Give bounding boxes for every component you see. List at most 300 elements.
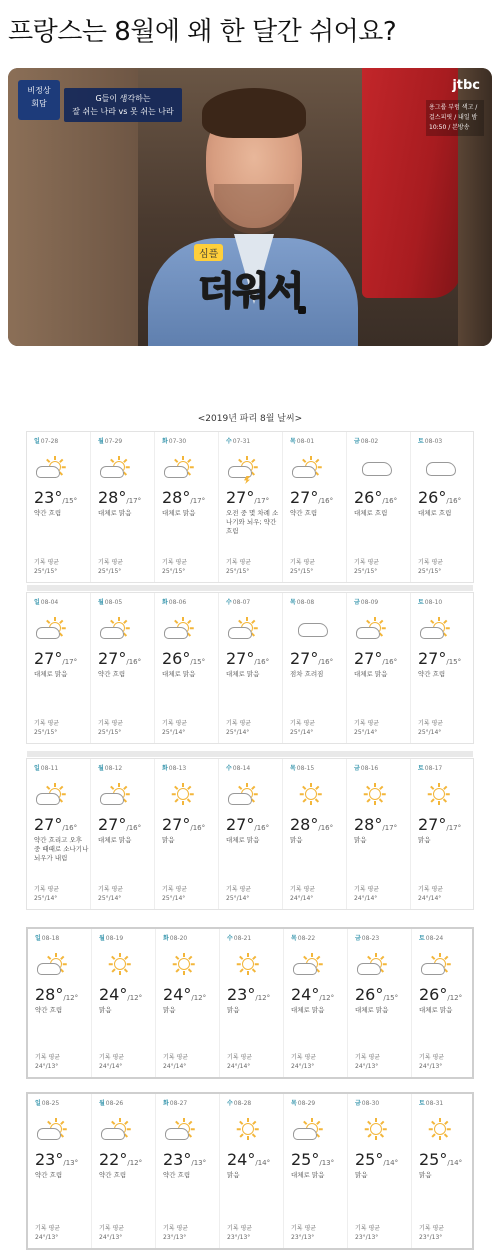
day-cell: [284, 1094, 348, 1248]
average-value: 24°/14°: [227, 1063, 251, 1070]
sun-icon: [227, 1112, 271, 1148]
partly-cloudy-icon: [291, 1112, 335, 1148]
day-cell: [283, 432, 347, 582]
day-of-week: 목: [291, 935, 297, 942]
day-date: [226, 597, 282, 607]
average-label: 기록 평균: [99, 1225, 125, 1232]
day-of-week: 수: [227, 935, 233, 942]
low-temp: /17°: [62, 658, 78, 666]
date-text: 08-17: [424, 765, 443, 772]
day-date: [354, 597, 410, 607]
low-temp: /16°: [318, 824, 334, 832]
high-temp: 27°: [226, 649, 255, 668]
partly-cloudy-icon: [99, 1112, 143, 1148]
day-date: [227, 933, 283, 943]
day-date: [163, 1098, 219, 1108]
day-cell: [347, 432, 411, 582]
high-temp: 27°: [226, 815, 255, 834]
low-temp: /16°: [190, 824, 206, 832]
high-temp: 24°: [99, 985, 128, 1004]
forecast-description: 약간 흐림: [163, 1171, 191, 1179]
forecast-description: 맑음: [163, 1006, 176, 1014]
temperature: [418, 649, 475, 667]
day-cell: [347, 759, 411, 909]
forecast-description: 대체로 맑음: [226, 836, 260, 844]
average-label: 기록 평균: [291, 1225, 317, 1232]
day-of-week: 월: [98, 765, 104, 772]
temperature: [290, 649, 346, 667]
average-label: 기록 평균: [162, 559, 188, 566]
low-temp: /12°: [127, 994, 143, 1002]
forecast-description: 대체로 맑음: [419, 1006, 453, 1014]
day-cell: [27, 593, 91, 743]
temperature: [162, 488, 218, 506]
day-cell: [411, 432, 475, 582]
day-of-week: 일: [35, 1100, 41, 1107]
day-of-week: 목: [291, 1100, 297, 1107]
forecast-description: 맑음: [418, 836, 431, 844]
low-temp: /16°: [446, 497, 462, 505]
low-temp: /17°: [382, 824, 398, 832]
day-of-week: 화: [163, 1100, 169, 1107]
sun-icon: [99, 947, 143, 983]
beard: [214, 184, 294, 234]
low-temp: /13°: [63, 1159, 79, 1167]
date-text: 08-19: [105, 935, 124, 942]
sun-icon: [354, 777, 398, 813]
temperature: [226, 488, 282, 506]
average-value: 25°/14°: [226, 895, 250, 902]
low-temp: /12°: [191, 994, 207, 1002]
date-text: 08-23: [361, 935, 380, 942]
high-temp: 24°: [291, 985, 320, 1004]
date-text: 08-01: [296, 438, 315, 445]
day-of-week: 금: [354, 765, 360, 772]
date-text: 08-24: [425, 935, 444, 942]
average-value: 25°/14°: [354, 729, 378, 736]
low-temp: /12°: [319, 994, 335, 1002]
sun-icon: [419, 1112, 463, 1148]
day-cell: [28, 929, 92, 1077]
day-date: [418, 763, 475, 773]
partly-cloudy-icon: [419, 947, 463, 983]
day-of-week: 목: [290, 599, 296, 606]
average-value: 25°/15°: [354, 568, 378, 575]
forecast-description: 대체로 흐림: [418, 509, 452, 517]
partly-cloudy-icon: [34, 777, 78, 813]
forecast-description: 대체로 흐림: [354, 509, 388, 517]
day-cell: [27, 759, 91, 909]
date-text: 08-09: [360, 599, 379, 606]
temperature: [162, 815, 218, 833]
date-text: 08-08: [296, 599, 315, 606]
day-of-week: 목: [290, 438, 296, 445]
average-value: 24°/13°: [99, 1234, 123, 1241]
day-cell: [219, 593, 283, 743]
high-temp: 23°: [34, 488, 63, 507]
cloud-icon: [290, 611, 334, 647]
high-temp: 25°: [355, 1150, 384, 1169]
average-value: 24°/13°: [355, 1063, 379, 1070]
temperature: [419, 985, 476, 1003]
high-temp: 27°: [98, 815, 127, 834]
week-row: [26, 927, 474, 1079]
day-date: [227, 1098, 283, 1108]
date-text: 07-30: [168, 438, 187, 445]
topic-banner-top: G들이 생각하는: [95, 94, 151, 103]
partly-cloudy-icon: [98, 611, 142, 647]
sun-icon: [355, 1112, 399, 1148]
forecast-description: 대체로 맑음: [162, 670, 196, 678]
forecast-description: 오전 중 몇 차례 소나기와 뇌우; 약간 흐림: [226, 509, 279, 535]
date-text: 08-03: [424, 438, 443, 445]
partly-cloudy-icon: [34, 611, 78, 647]
average-value: 24°/13°: [35, 1234, 59, 1241]
average-label: 기록 평균: [226, 720, 252, 727]
high-temp: 27°: [290, 649, 319, 668]
low-temp: /15°: [62, 497, 78, 505]
day-of-week: 일: [34, 765, 40, 772]
day-cell: [92, 929, 156, 1077]
average-label: 기록 평균: [98, 559, 124, 566]
date-text: 08-14: [232, 765, 251, 772]
day-date: [34, 597, 90, 607]
temperature: [163, 985, 219, 1003]
headline: 프랑스는 8월에 왜 한 달간 쉬어요?: [8, 17, 397, 47]
temperature: [354, 649, 410, 667]
date-text: 08-05: [104, 599, 123, 606]
date-text: 08-27: [169, 1100, 188, 1107]
average-label: 기록 평균: [355, 1225, 381, 1232]
day-date: [99, 1098, 155, 1108]
show-logo-text: 비정상 회담: [27, 86, 51, 108]
temperature: [290, 815, 346, 833]
day-date: [291, 933, 347, 943]
low-temp: /17°: [126, 497, 142, 505]
day-date: [162, 597, 218, 607]
day-date: [291, 1098, 347, 1108]
average-label: 기록 평균: [34, 559, 60, 566]
high-temp: 28°: [290, 815, 319, 834]
forecast-description: 약간 흐림: [290, 509, 318, 517]
forecast-description: 맑음: [419, 1171, 432, 1179]
high-temp: 27°: [162, 815, 191, 834]
low-temp: /14°: [383, 1159, 399, 1167]
low-temp: /15°: [190, 658, 206, 666]
high-temp: 26°: [419, 985, 448, 1004]
day-cell: [92, 1094, 156, 1248]
channel-logo: jtbc: [452, 78, 480, 93]
low-temp: /13°: [319, 1159, 335, 1167]
day-cell: [347, 593, 411, 743]
low-temp: /14°: [255, 1159, 271, 1167]
high-temp: 28°: [162, 488, 191, 507]
week-row: [26, 1092, 474, 1250]
day-date: [355, 1098, 411, 1108]
week-row: [26, 431, 474, 583]
high-temp: 27°: [418, 815, 447, 834]
week-row: [26, 758, 474, 910]
date-text: 08-18: [41, 935, 60, 942]
day-of-week: 월: [98, 438, 104, 445]
forecast-description: 맑음: [99, 1006, 112, 1014]
average-value: 25°/14°: [226, 729, 250, 736]
high-temp: 23°: [35, 1150, 64, 1169]
average-label: 기록 평균: [35, 1225, 61, 1232]
week-row: [26, 592, 474, 744]
high-temp: 26°: [355, 985, 384, 1004]
forecast-description: 약간 흐림: [34, 509, 62, 517]
day-date: [162, 763, 218, 773]
date-text: 07-29: [104, 438, 123, 445]
average-label: 기록 평균: [355, 1054, 381, 1061]
forecast-description: 맑음: [355, 1171, 368, 1179]
low-temp: /16°: [254, 824, 270, 832]
day-cell: [283, 593, 347, 743]
date-text: 08-04: [40, 599, 59, 606]
average-value: 23°/13°: [419, 1234, 443, 1241]
average-label: 기록 평균: [354, 559, 380, 566]
partly-cloudy-icon: [291, 947, 335, 983]
average-value: 24°/13°: [35, 1063, 59, 1070]
day-of-week: 금: [354, 599, 360, 606]
average-value: 25°/15°: [98, 568, 122, 575]
average-label: 기록 평균: [34, 720, 60, 727]
average-label: 기록 평균: [163, 1225, 189, 1232]
day-date: [290, 597, 346, 607]
temperature: [35, 985, 91, 1003]
high-temp: 27°: [98, 649, 127, 668]
average-label: 기록 평균: [162, 886, 188, 893]
temperature: [227, 985, 283, 1003]
day-of-week: 토: [419, 1100, 425, 1107]
day-date: [34, 436, 90, 446]
temperature: [35, 1150, 91, 1168]
day-of-week: 화: [162, 438, 168, 445]
average-label: 기록 평균: [418, 720, 444, 727]
temperature: [227, 1150, 283, 1168]
average-label: 기록 평균: [98, 720, 124, 727]
day-of-week: 토: [418, 765, 424, 772]
partly-cloudy-icon: [35, 947, 79, 983]
average-value: 25°/14°: [162, 729, 186, 736]
day-date: [98, 436, 154, 446]
high-temp: 27°: [354, 649, 383, 668]
high-temp: 23°: [163, 1150, 192, 1169]
day-of-week: 화: [163, 935, 169, 942]
day-date: [98, 763, 154, 773]
partly-cloudy-icon: [98, 450, 142, 486]
day-of-week: 화: [162, 599, 168, 606]
average-value: 24°/14°: [290, 895, 314, 902]
date-text: 08-30: [361, 1100, 380, 1107]
day-date: [35, 1098, 91, 1108]
average-value: 25°/14°: [290, 729, 314, 736]
sun-icon: [290, 777, 334, 813]
day-date: [355, 933, 411, 943]
day-cell: [155, 432, 219, 582]
average-value: 25°/15°: [290, 568, 314, 575]
low-temp: /16°: [318, 497, 334, 505]
date-text: 08-16: [360, 765, 379, 772]
day-date: [290, 436, 346, 446]
temperature: [226, 649, 282, 667]
high-temp: 26°: [162, 649, 191, 668]
forecast-description: 대체로 맑음: [98, 509, 132, 517]
high-temp: 27°: [290, 488, 319, 507]
day-date: [290, 763, 346, 773]
forecast-description: 맑음: [290, 836, 303, 844]
temperature: [99, 1150, 155, 1168]
average-label: 기록 평균: [419, 1054, 445, 1061]
partly-cloudy-icon: [355, 947, 399, 983]
forecast-description: 약간 흐리고 오후 중 때때로 소나기나 뇌우가 내림: [34, 836, 89, 862]
average-label: 기록 평균: [35, 1054, 61, 1061]
average-label: 기록 평균: [162, 720, 188, 727]
day-date: [162, 436, 218, 446]
high-temp: 24°: [227, 1150, 256, 1169]
topic-banner: [64, 88, 182, 122]
low-temp: /16°: [318, 658, 334, 666]
day-of-week: 토: [418, 438, 424, 445]
day-date: [98, 597, 154, 607]
temperature: [290, 488, 346, 506]
day-of-week: 수: [226, 438, 232, 445]
day-of-week: 토: [419, 935, 425, 942]
temperature: [98, 815, 154, 833]
high-temp: 26°: [354, 488, 383, 507]
average-value: 24°/13°: [419, 1063, 443, 1070]
date-text: 08-15: [296, 765, 315, 772]
partly-cloudy-icon: [162, 450, 206, 486]
day-date: [34, 763, 90, 773]
day-date: [226, 436, 282, 446]
day-date: [99, 933, 155, 943]
partly-cloudy-icon: [163, 1112, 207, 1148]
day-date: [419, 933, 476, 943]
low-temp: /13°: [191, 1159, 207, 1167]
temperature: [418, 488, 475, 506]
average-label: 기록 평균: [227, 1054, 253, 1061]
cloud-icon: [418, 450, 462, 486]
average-value: 24°/14°: [354, 895, 378, 902]
day-of-week: 화: [162, 765, 168, 772]
day-cell: [156, 929, 220, 1077]
low-temp: /14°: [447, 1159, 463, 1167]
average-value: 23°/13°: [355, 1234, 379, 1241]
partly-cloudy-icon: [35, 1112, 79, 1148]
date-text: 07-31: [232, 438, 251, 445]
day-cell: [220, 929, 284, 1077]
low-temp: /16°: [382, 658, 398, 666]
forecast-description: 맑음: [354, 836, 367, 844]
temperature: [418, 815, 475, 833]
temperature: [354, 815, 410, 833]
day-of-week: 수: [227, 1100, 233, 1107]
forecast-description: 약간 흐림: [418, 670, 446, 678]
forecast-description: 맑음: [162, 836, 175, 844]
low-temp: /17°: [190, 497, 206, 505]
partly-cloudy-icon: [418, 611, 462, 647]
average-value: 25°/15°: [162, 568, 186, 575]
forecast-description: 대체로 맑음: [291, 1006, 325, 1014]
temperature: [99, 985, 155, 1003]
average-label: 기록 평균: [98, 886, 124, 893]
day-of-week: 수: [226, 765, 232, 772]
forecast-description: 대체로 맑음: [162, 509, 196, 517]
low-temp: /12°: [63, 994, 79, 1002]
date-text: 07-28: [40, 438, 59, 445]
forecast-description: 대체로 맑음: [226, 670, 260, 678]
low-temp: /17°: [446, 824, 462, 832]
day-date: [35, 933, 91, 943]
caption-main: 더워서: [198, 269, 303, 313]
average-value: 25°/15°: [98, 729, 122, 736]
partly-cloudy-icon: [98, 777, 142, 813]
average-label: 기록 평균: [227, 1225, 253, 1232]
average-label: 기록 평균: [291, 1054, 317, 1061]
day-cell: [156, 1094, 220, 1248]
average-label: 기록 평균: [290, 559, 316, 566]
date-text: 08-07: [232, 599, 251, 606]
sun-icon: [163, 947, 207, 983]
day-cell: [155, 593, 219, 743]
high-temp: 22°: [99, 1150, 128, 1169]
day-cell: [411, 593, 475, 743]
date-text: 08-06: [168, 599, 187, 606]
day-date: [418, 597, 475, 607]
forecast-description: 대체로 맑음: [34, 670, 68, 678]
temperature: [163, 1150, 219, 1168]
low-temp: /16°: [254, 658, 270, 666]
average-value: 25°/14°: [34, 895, 58, 902]
date-text: 08-25: [41, 1100, 60, 1107]
low-temp: /12°: [447, 994, 463, 1002]
date-text: 08-21: [233, 935, 252, 942]
average-label: 기록 평균: [163, 1054, 189, 1061]
day-cell: [155, 759, 219, 909]
sun-icon: [227, 947, 271, 983]
temperature: [354, 488, 410, 506]
sun-icon: [418, 777, 462, 813]
high-temp: 27°: [418, 649, 447, 668]
low-temp: /12°: [127, 1159, 143, 1167]
partly-cloudy-icon: [290, 450, 334, 486]
high-temp: 26°: [418, 488, 447, 507]
partly-cloudy-icon: [354, 611, 398, 647]
low-temp: /17°: [254, 497, 270, 505]
forecast-description: 맑음: [227, 1006, 240, 1014]
low-temp: /16°: [126, 658, 142, 666]
high-temp: 25°: [419, 1150, 448, 1169]
high-temp: 23°: [227, 985, 256, 1004]
day-of-week: 일: [34, 599, 40, 606]
day-of-week: 일: [35, 935, 41, 942]
day-date: [226, 763, 282, 773]
day-cell: [411, 759, 475, 909]
average-label: 기록 평균: [419, 1225, 445, 1232]
forecast-description: 대체로 맑음: [354, 670, 388, 678]
weather-title: <2019년 파리 8월 날씨>: [197, 414, 303, 424]
day-cell: [412, 929, 476, 1077]
week-separator: [27, 751, 473, 757]
high-temp: 25°: [291, 1150, 320, 1169]
day-cell: [219, 432, 283, 582]
temperature: [98, 649, 154, 667]
forecast-description: 대체로 맑음: [291, 1171, 325, 1179]
temperature: [162, 649, 218, 667]
date-text: 08-02: [360, 438, 379, 445]
